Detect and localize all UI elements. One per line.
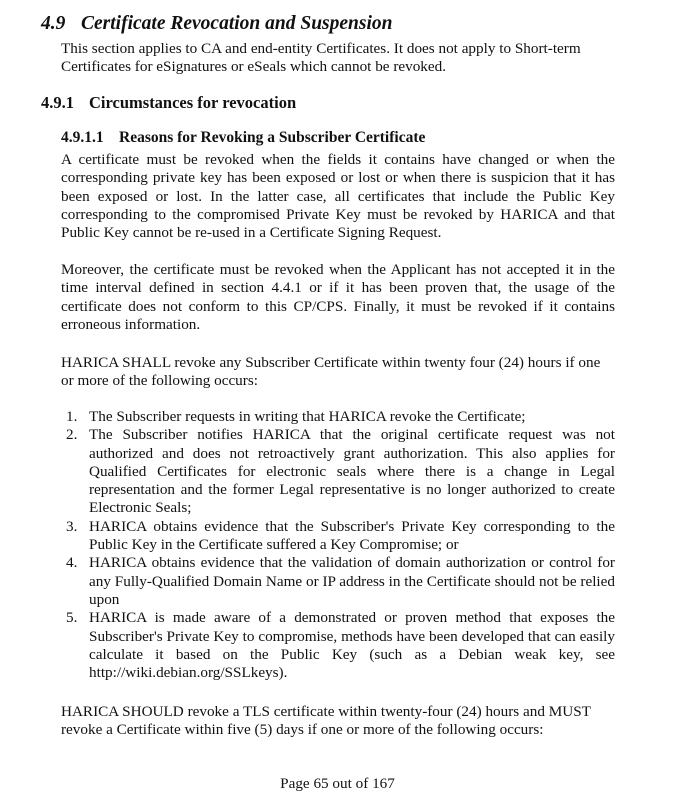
list-item-text: HARICA obtains evidence that the Subscriber's Private Key corresponding to the Public Key in the Certificate suffered a Key Compromise; or xyxy=(89,517,615,554)
paragraph-shall-revoke: HARICA SHALL revoke any Subscriber Certificate within twenty four (24) hours if one or more of the following occurs: xyxy=(61,354,601,390)
revocation-reasons-list xyxy=(61,408,615,682)
list-item-number: 5. xyxy=(66,609,78,627)
page-number-footer: Page 65 out of 167 xyxy=(280,775,395,792)
list-item-text: The Subscriber notifies HARICA that the original certificate request was not authorized and does not retroactively grant authorization. This also applies for Qualified Certificates for electronic seals where there is a change in Legal representation and the former Legal representative is no longer authorized to create Electronic Seals; xyxy=(89,426,615,517)
section-heading xyxy=(41,13,392,35)
list-item xyxy=(61,426,615,517)
subsection-number: 4.9.1 xyxy=(41,93,74,112)
subsection-heading xyxy=(41,93,296,113)
subsection-title: Circumstances for revocation xyxy=(89,93,297,112)
list-item-number: 3. xyxy=(66,517,78,535)
list-item xyxy=(61,554,615,609)
subsubsection-heading xyxy=(61,129,425,147)
section-title: Certificate Revocation and Suspension xyxy=(81,13,393,34)
list-item-number: 2. xyxy=(66,426,78,444)
list-item-text: HARICA is made aware of a demonstrated or proven method that exposes the Subscriber's Private Key to compromise, methods have been developed that can easily calculate it based on the Public Key (such as a Debian weak key, see http://wiki.debian.org/SSLkeys). xyxy=(89,609,615,682)
list-item-number: 1. xyxy=(66,408,78,425)
section-intro: This section applies to CA and end-entity Certificates. It does not apply to Short-term Certificates for eSignatures or eSeals which cannot be revoked. xyxy=(61,40,581,76)
paragraph-revocation-conditions: A certificate must be revoked when the fields it contains have changed or when the corresponding private key has been exposed or lost or when there is suspicion that it has been exposed or lost. In the latter case, all certificates that include the Public Key corresponding to the compromised Private Key must be revoked by HARICA and that Public Key cannot be re-used in a Certificate Signing Request. xyxy=(61,151,615,242)
list-item-text: HARICA obtains evidence that the validation of domain authorization or control for any Fully-Qualified Domain Name or IP address in the Certificate should not be relied upon xyxy=(89,554,615,608)
paragraph-applicant-acceptance: Moreover, the certificate must be revoked when the Applicant has not accepted it in the time interval defined in section 4.4.1 or if it has been proven that, the usage of the certificate does not conform to this CP/CPS. Finally, it must be revoked if it contains erroneous information. xyxy=(61,261,615,333)
section-number: 4.9 xyxy=(41,13,66,34)
paragraph-should-revoke: HARICA SHOULD revoke a TLS certificate within twenty-four (24) hours and MUST revoke a Certificate within five (5) days if one or more of the following occurs: xyxy=(61,703,591,739)
list-item xyxy=(61,518,615,555)
list-item xyxy=(61,609,615,682)
subsubsection-number: 4.9.1.1 xyxy=(61,129,104,146)
list-item xyxy=(61,408,615,426)
list-item-text: The Subscriber requests in writing that HARICA revoke the Certificate; xyxy=(89,408,526,425)
list-item-number: 4. xyxy=(66,554,78,572)
subsubsection-title: Reasons for Revoking a Subscriber Certificate xyxy=(119,129,426,146)
